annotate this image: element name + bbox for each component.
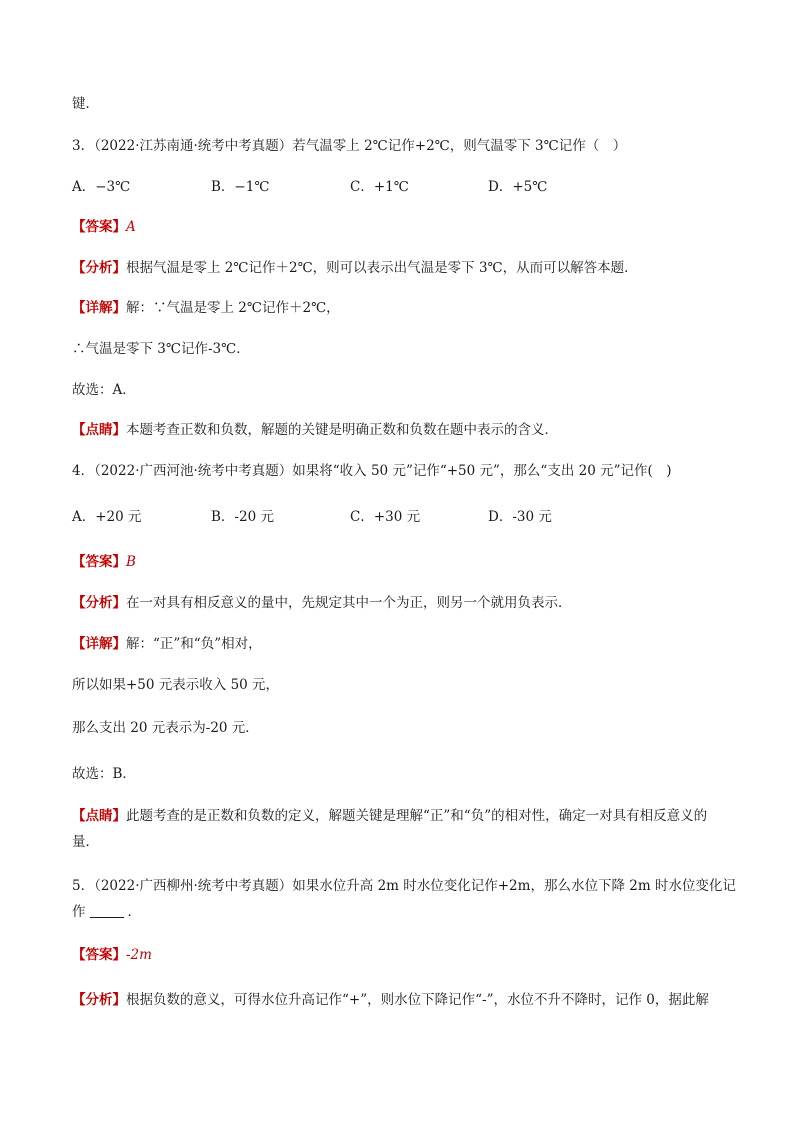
question-5: 5．（2022·广西柳州·统考中考真题）如果水位升高 2m 时水位变化记作+2m，那么水位下降 2m 时水位变化记 [72, 878, 736, 894]
option-b: B．-20 元 [211, 509, 274, 525]
comment-tag: 【点睛】 [72, 808, 126, 824]
answer-tag: 【答案】 [72, 554, 126, 570]
comment-text: 本题考查正数和负数，解题的关键是明确正数和负数在题中表示的含义． [126, 422, 558, 438]
comment-tag: 【点睛】 [72, 422, 126, 438]
comment-line [72, 420, 724, 440]
detail-text: 解：∵气温是零上 2℃记作＋2℃， [126, 300, 340, 316]
answer-line [72, 945, 724, 965]
detail-tag: 【详解】 [72, 636, 126, 652]
detail-line-2: 所以如果+50 元表示收入 50 元， [72, 677, 280, 693]
analysis-line [72, 258, 724, 278]
option-b: B．−1℃ [211, 179, 270, 195]
analysis-line [72, 990, 724, 1010]
option-d: D．+5℃ [488, 179, 548, 195]
option-a: A．−3℃ [72, 179, 131, 195]
detail-line-2: ∴气温是零下 3℃记作-3℃． [72, 341, 250, 357]
answer-value: -2m [126, 947, 152, 963]
detail-text: 解：“正”和“负”相对， [126, 636, 262, 652]
analysis-text: 在一对具有相反意义的量中，先规定其中一个为正，则另一个就用负表示． [126, 595, 572, 611]
detail-line [72, 298, 724, 318]
text-line: 键． [72, 96, 99, 112]
comment-line-2: 量． [72, 834, 99, 850]
question-5-end: ． [127, 904, 141, 920]
option-a: A．+20 元 [72, 509, 142, 525]
analysis-tag: 【分析】 [72, 260, 126, 276]
detail-line-3: 那么支出 20 元表示为-20 元． [72, 720, 259, 736]
answer-value: B [126, 554, 136, 570]
analysis-tag: 【分析】 [72, 992, 126, 1008]
answer-value: A [126, 219, 136, 235]
answer-blank [90, 903, 124, 918]
option-c: C．+1℃ [350, 179, 409, 195]
answer-line [72, 217, 724, 237]
comment-text: 此题考查的是正数和负数的定义，解题关键是理解“正”和“负”的相对性，确定一对具有相反意义的 [126, 808, 708, 824]
detail-line [72, 634, 724, 654]
analysis-tag: 【分析】 [72, 595, 126, 611]
analysis-line [72, 593, 724, 613]
analysis-text: 根据负数的意义，可得水位升高记作“+”，则水位下降记作“-”，水位不升不降时，记作 0，据此解 [126, 992, 709, 1008]
option-c: C．+30 元 [350, 509, 421, 525]
choose-line: 故选：B． [72, 766, 136, 782]
choose-line: 故选：A． [72, 382, 136, 398]
answer-tag: 【答案】 [72, 947, 126, 963]
answer-line [72, 552, 724, 572]
question-3: 3．（2022·江苏南通·统考中考真题）若气温零上 2℃记作+2℃，则气温零下 3℃记作（ ） [72, 138, 627, 154]
question-4: 4．（2022·广西河池·统考中考真题）如果将“收入 50 元”记作“+50 元”，那么“支出 20 元”记作( ) [72, 463, 672, 479]
analysis-text: 根据气温是零上 2℃记作＋2℃，则可以表示出气温是零下 3℃，从而可以解答本题． [126, 260, 638, 276]
comment-line [72, 806, 724, 826]
question-5-cont [72, 902, 724, 922]
detail-tag: 【详解】 [72, 300, 126, 316]
question-5-text: 作 [72, 904, 86, 920]
option-d: D．-30 元 [488, 509, 552, 525]
answer-tag: 【答案】 [72, 219, 126, 235]
